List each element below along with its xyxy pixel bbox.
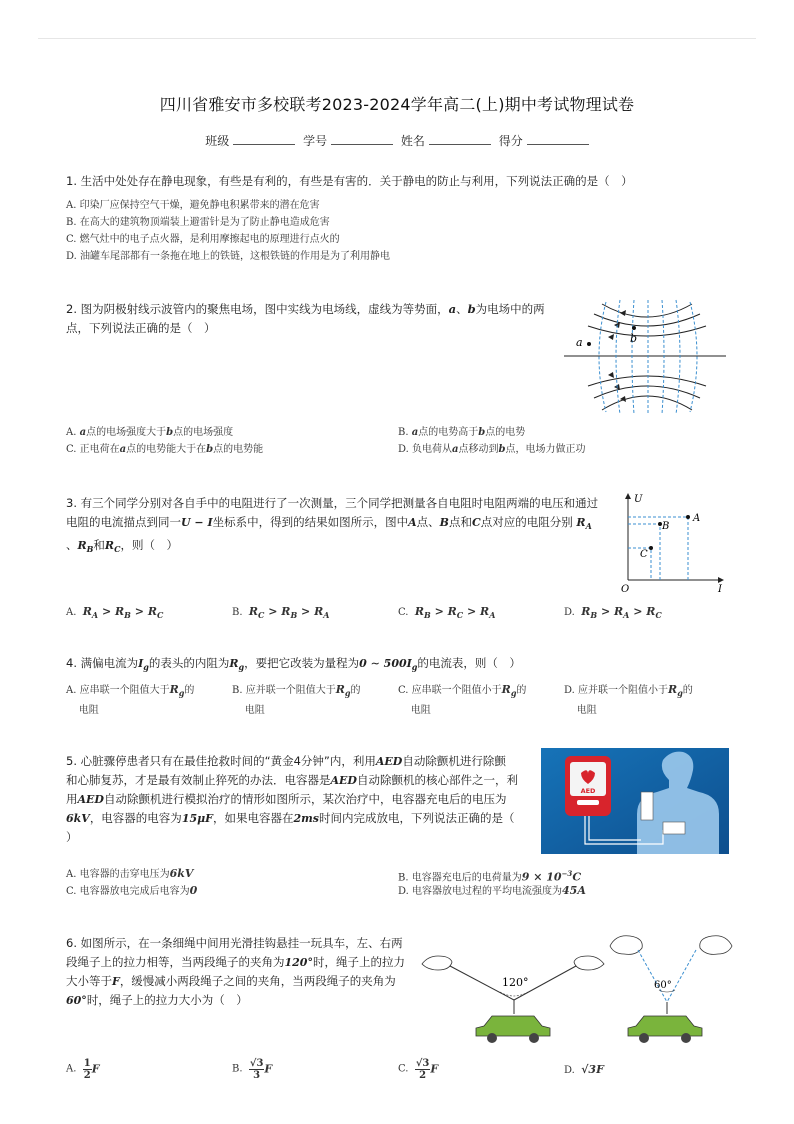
- class-blank[interactable]: [233, 134, 295, 145]
- q5-option-d[interactable]: D. 电容器放电过程的平均电流强度为45A: [398, 884, 586, 897]
- q2-equipotential-line: [662, 300, 664, 414]
- top-rule: [38, 38, 756, 39]
- q2-field-line: [602, 396, 692, 410]
- q1-option-c[interactable]: C. 燃气灶中的电子点火器，是利用摩擦起电的原理进行点火的: [66, 234, 340, 245]
- q2-field-line: [588, 326, 706, 336]
- q4-option-c[interactable]: C. 应串联一个阻值小于$R_g$的 电阻: [398, 683, 527, 717]
- q3-option-d[interactable]: D. $R_B > R_A > R_C$: [564, 605, 662, 621]
- q3-u-axis-arrow: [625, 493, 631, 499]
- car-icon: [476, 1016, 550, 1036]
- q4-option-a[interactable]: A. 应串联一个阻值大于$R_g$的 电阻: [66, 683, 195, 717]
- q3-label-i: I: [718, 584, 722, 594]
- q6-stem: 6. 如图所示，在一条细绳中间用光滑挂钩悬挂一玩具车，左、右两 段绳子上的拉力相等，当两段绳子的夹角为120°时，绳子上的拉力 大小等于F，缓慢减小两段绳子之间的夹角，当两段绳子的夹角为 60°时，绳子上的拉力大小为（ ）: [66, 936, 405, 1007]
- q1-option-b[interactable]: B. 在高大的建筑物顶端装上避雷针是为了防止静电造成危害: [66, 217, 330, 228]
- q6-angle-arc: [500, 992, 528, 996]
- q3-guide-a: [628, 517, 688, 580]
- car-wheel-icon: [681, 1033, 691, 1043]
- q2-arrow-head: [608, 372, 614, 378]
- class-label: 班级: [205, 134, 230, 148]
- q5-aed-text: AED: [580, 787, 596, 795]
- q3-option-a[interactable]: A. $R_A > R_B > R_C$: [66, 605, 164, 621]
- q3-label-b: B: [662, 521, 670, 532]
- q6-rope-car-figure: [420, 930, 736, 1048]
- student-info-line: [0, 132, 794, 149]
- q5-aed-figure: [541, 748, 729, 854]
- q6-rope-right: [667, 950, 696, 1002]
- q2-field-line: [594, 314, 700, 326]
- q5-electrode-pad: [641, 792, 653, 820]
- score-blank[interactable]: [527, 134, 589, 145]
- q3-point-a: [686, 515, 690, 519]
- q6-scene-120: [422, 956, 604, 1043]
- q2-option-d[interactable]: D. 负电荷从a点移动到b点，电场力做正功: [398, 444, 586, 455]
- q6-option-d[interactable]: D. √3F: [564, 1063, 604, 1076]
- id-blank[interactable]: [331, 134, 393, 145]
- q4-option-d[interactable]: D. 应并联一个阻值小于$R_g$的 电阻: [564, 683, 693, 717]
- q4-option-b[interactable]: B. 应并联一个阻值大于$R_g$的 电阻: [232, 683, 361, 717]
- q1-option-a[interactable]: A. 印染厂应保持空气干燥，避免静电积累带来的潜在危害: [66, 200, 320, 211]
- car-wheel-icon: [639, 1033, 649, 1043]
- q2-stem: 2. 图为阴极射线示波管内的聚焦电场，图中实线为电场线，虚线为等势面，a、b为电场中的两 点，下列说法正确的是（ ）: [66, 302, 545, 335]
- q2-option-c[interactable]: C. 正电荷在a点的电势能大于在b点的电势能: [66, 444, 264, 455]
- q1-option-d[interactable]: D. 油罐车尾部都有一条拖在地上的铁链，这根铁链的作用是为了利用静电: [66, 251, 391, 262]
- q1-stem: 1. 生活中处处存在静电现象，有些是有利的，有些是有害的．关于静电的防止与利用，下列说法正确的是（ ）: [66, 174, 633, 188]
- name-label: 姓名: [400, 134, 425, 148]
- q5-stem: 5. 心脏骤停患者只有在最佳抢救时间的“黄金4分钟”内，利用AED自动除颤机进行除颤 和心肺复苏，才是最有效制止猝死的办法．电容器是AED自动除颤机的核心部件之一，利 用AED自动除颤机进行模拟治疗的情形如图所示，某次治疗中，电容器充电后的电压为 6kV，电容器的电容为15μF，如果电容器在2ms时间内完成放电，下列说法正确的是（ ）: [66, 754, 518, 844]
- q6-option-a[interactable]: A. $\frac{1}{2}$ F: [66, 1058, 100, 1081]
- right-hand-icon: [700, 936, 732, 955]
- right-hand-icon: [574, 956, 604, 970]
- q6-option-b[interactable]: B. $\frac{√3}{3}$ F: [232, 1058, 273, 1081]
- q2-focusing-field-figure: [562, 298, 730, 420]
- q3-label-u: U: [634, 494, 643, 505]
- q3-option-c[interactable]: C. $R_B > R_C > R_A$: [398, 605, 496, 621]
- q2-arrow-head: [620, 310, 626, 316]
- q2-equipotential-line: [676, 300, 680, 414]
- q5-option-a[interactable]: A. 电容器的击穿电压为6kV: [66, 867, 194, 880]
- q5-electrode-pad: [663, 822, 685, 834]
- q3-point-c: [649, 546, 653, 550]
- car-wheel-icon: [529, 1033, 539, 1043]
- q6-scene-60: [610, 936, 732, 1043]
- q5-option-c[interactable]: C. 电容器放电完成后电容为0: [66, 884, 198, 897]
- id-label: 学号: [303, 134, 328, 148]
- q3-label-a: A: [693, 513, 701, 524]
- q3-i-axis-arrow: [718, 577, 724, 583]
- q2-option-b[interactable]: B. a点的电势高于b点的电势: [398, 427, 526, 438]
- q2-point-b: [632, 326, 636, 330]
- name-blank[interactable]: [429, 134, 491, 145]
- q3-option-b[interactable]: B. $R_C > R_B > R_A$: [232, 605, 330, 621]
- q5-option-b[interactable]: B. 电容器充电后的电荷量为$9 \times 10^{-3}C$: [398, 869, 582, 884]
- q6-option-c[interactable]: C. $\frac{√3}{2}$ F: [398, 1058, 439, 1081]
- q2-point-a: [587, 342, 591, 346]
- q2-label-a: a: [576, 336, 583, 349]
- q3-ui-graph: [618, 490, 730, 594]
- score-label: 得分: [498, 134, 523, 148]
- q2-field-line: [588, 376, 706, 386]
- q2-field-line: [602, 304, 692, 317]
- q6-angle-label-60: 60°: [654, 980, 672, 991]
- car-icon: [628, 1016, 702, 1036]
- q3-label-c: C: [640, 549, 648, 560]
- q2-label-b: b: [630, 332, 638, 345]
- q6-rope-left: [638, 950, 667, 1002]
- q2-arrow-head: [608, 334, 614, 340]
- q5-aed-handle: [577, 800, 599, 805]
- q3-label-o: O: [621, 584, 630, 594]
- car-wheel-icon: [487, 1033, 497, 1043]
- q6-angle-label-120: 120°: [502, 976, 529, 989]
- page-title: 四川省雅安市多校联考2023-2024学年高二(上)期中考试物理试卷: [159, 95, 635, 114]
- left-hand-icon: [610, 936, 642, 955]
- left-hand-icon: [422, 956, 452, 970]
- q2-equipotential-line: [616, 300, 620, 414]
- q3-stem: 3. 有三个同学分别对各自手中的电阻进行了一次测量，三个同学把测量各自电阻时电阻两端的电压和通过 电阻的电流描点到同一U − I坐标系中，得到的结果如图所示，图中A点、B点和C点对应的电阻分别 $R_A$ 、$R_B$和$R_C$，则（ ）: [66, 496, 599, 555]
- q4-stem: 4. 满偏电流为$I_g$的表头的内阻为$R_g$，要把它改装为量程为0 ∼ $500I_g$的电流表，则（ ）: [66, 656, 521, 673]
- q2-option-a[interactable]: A. a点的电场强度大于b点的电场强度: [66, 427, 234, 438]
